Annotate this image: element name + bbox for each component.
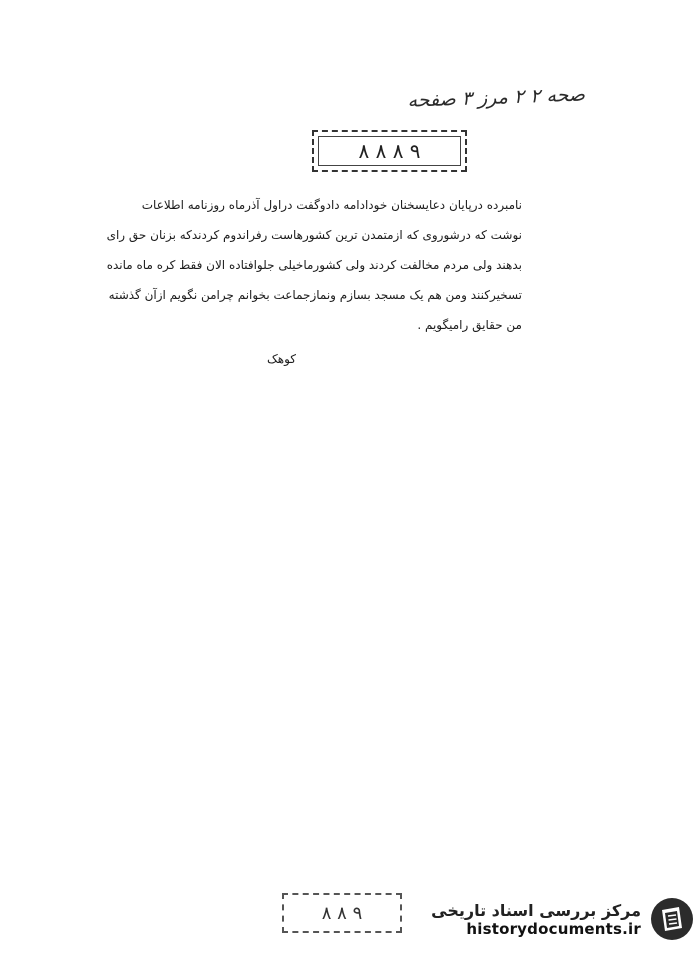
document-shield-logo-icon — [649, 896, 695, 942]
watermark — [405, 893, 695, 945]
report-line-1: نامبرده درپایان دعایسخنان خودادامه دادوگفت دراول آذرماه روزنامه اطلاعات — [141, 198, 522, 212]
report-body — [92, 190, 522, 340]
watermark-text — [431, 901, 641, 938]
watermark-name: مرکز بررسی اسناد تاریخی — [431, 900, 641, 920]
signature: کوهک — [267, 352, 296, 366]
report-line-4: تسخیرکنند ومن هم یک مسجد بسازم ونمازجماعت بخوانم چرامن نگویم ازآن گذشته — [108, 288, 522, 302]
report-line-5: من حقایق رامیگویم . — [417, 318, 522, 332]
archive-stamp-bottom: ۹ ۸ ۸ — [282, 893, 402, 933]
archive-stamp-top — [312, 130, 467, 172]
watermark-url: historydocuments.ir — [466, 919, 641, 938]
report-line-3: بدهند ولی مردم مخالفت کردند ولی کشورماخیلی جلوافتاده الان فقط کره ماه مانده — [106, 258, 522, 272]
archive-stamp-top-number: ۹ ۸ ۸ ۸ — [318, 136, 461, 166]
handwritten-note: صحه ۲ ۲ مرز ۳ صفحه — [407, 83, 586, 112]
report-line-2: نوشت که درشوروی که ازمتمدن ترین کشورهاست رفراندوم کردندکه بزنان حق رای — [106, 228, 522, 242]
